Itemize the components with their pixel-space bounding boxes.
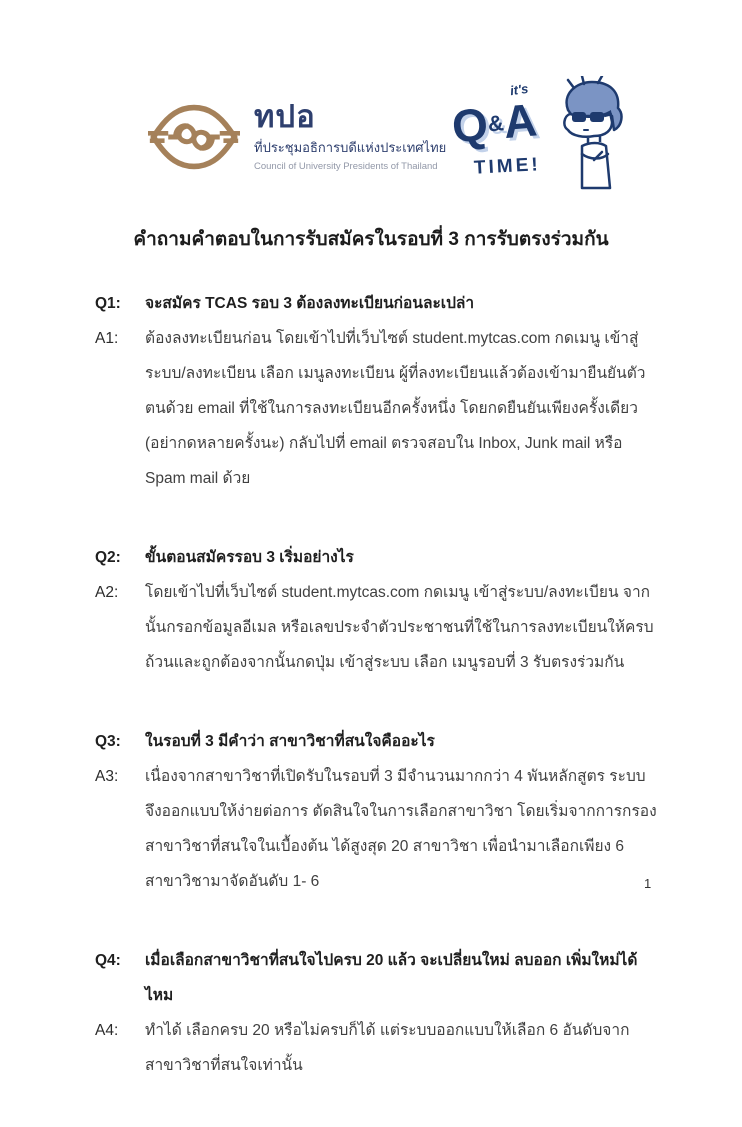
answer-text: เนื่องจากสาขาวิชาที่เปิดรับในรอบที่ 3 มีจำนวนมากกว่า 4 พันหลักสูตร ระบบจึงออกแบบให้ง่ายต่อการ ตัดสินใจในการเลือกสาขาวิชา โดยเริ่มจากการกรอง สาขาวิชาที่สนใจในเบื้องต้น ได้สูงสุด 20 สาขาวิชา เพื่อนำมาเลือกเพียง 6 สาขาวิชามาจัดอันดับ 1- 6 xyxy=(145,768,657,890)
cupt-knot-logo-icon xyxy=(148,98,240,176)
logo-abbr: ทปอ xyxy=(254,99,316,134)
page-title: คำถามคำตอบในการรับสมัครในรอบที่ 3 การรับตรงร่วมกัน xyxy=(133,229,609,250)
qa-letter-q: Q xyxy=(449,97,491,153)
qa-letter-a: A xyxy=(501,93,540,149)
qa-lettering xyxy=(450,92,539,153)
answer-text: ทำได้ เลือกครบ 20 หรือไม่ครบก็ได้ แต่ระบบออกแบบให้เลือก 6 อันดับจากสาขาวิชาที่สนใจเท่านั้น xyxy=(145,1022,630,1074)
question-text: เมื่อเลือกสาขาวิชาที่สนใจไปครบ 20 แล้ว จะเปลี่ยนใหม่ ลบออก เพิ่มใหม่ได้ไหม xyxy=(145,952,638,1004)
qa-item-3 xyxy=(95,724,657,899)
qa-item-4 xyxy=(95,943,657,1083)
question-label: Q2: xyxy=(95,549,121,566)
question-label: Q1: xyxy=(95,295,121,312)
answer-text: โดยเข้าไปที่เว็บไซต์ student.mytcas.com กดเมนู เข้าสู่ระบบ/ลงทะเบียน จากนั้นกรอกข้อมูลอีเมล หรือเลขประจำตัวประชาชนที่ใช้ในการลงทะเบียนให้ครบถ้วนและถูกต้องจากนั้นกดปุ่ม เข้าสู่ระบบ เลือก เมนูรอบที่ 3 รับตรงร่วมกัน xyxy=(145,584,654,671)
answer-row xyxy=(95,759,657,899)
question-row xyxy=(95,943,657,1013)
logo-thai-name: ที่ประชุมอธิการบดีแห่งประเทศไทย xyxy=(254,140,447,155)
qa-ampersand: & xyxy=(486,110,505,137)
question-text: ในรอบที่ 3 มีคำว่า สาขาวิชาที่สนใจคืออะไร xyxy=(145,733,435,750)
answer-label: A2: xyxy=(95,584,119,601)
answer-row xyxy=(95,575,657,680)
qa-time-text: TIME! xyxy=(473,154,542,179)
qa-its-text: it's xyxy=(509,80,530,99)
answer-row xyxy=(95,1013,657,1083)
question-text: จะสมัคร TCAS รอบ 3 ต้องลงทะเบียนก่อนละเปล่า xyxy=(145,295,475,312)
answer-text: ต้องลงทะเบียนก่อน โดยเข้าไปที่เว็บไซต์ student.mytcas.com กดเมนู เข้าสู่ระบบ/ลงทะเบียน เลือก เมนูลงทะเบียน ผู้ที่ลงทะเบียนแล้วต้องเข้ามายืนยันตัวตนด้วย email ที่ใช้ในการลงทะเบียนอีกครั้งหนึ่ง โดยกดยืนยันเพียงครั้งเดียว (อย่ากดหลายครั้งนะ) กลับไปที่ email ตรวจสอบใน Inbox, Junk mail หรือ Spam mail ด้วย xyxy=(145,330,646,487)
qa-time-graphic xyxy=(449,80,632,200)
logo-english-name: Council of University Presidents of Thailand xyxy=(254,161,438,172)
cartoon-boy-icon xyxy=(554,76,630,194)
qa-item-2 xyxy=(95,540,657,680)
question-label: Q3: xyxy=(95,733,121,750)
question-row xyxy=(95,540,657,575)
answer-label: A1: xyxy=(95,330,119,347)
answer-label: A3: xyxy=(95,768,119,785)
qa-item-1 xyxy=(95,286,657,496)
page-number: 1 xyxy=(644,876,652,891)
answer-row xyxy=(95,321,657,496)
cupt-logo xyxy=(148,98,446,176)
qa-list xyxy=(95,286,657,1127)
question-text: ขั้นตอนสมัครรอบ 3 เริ่มอย่างไร xyxy=(145,549,354,566)
question-row xyxy=(95,724,657,759)
question-row xyxy=(95,286,657,321)
answer-label: A4: xyxy=(95,1022,119,1039)
question-label: Q4: xyxy=(95,952,121,969)
